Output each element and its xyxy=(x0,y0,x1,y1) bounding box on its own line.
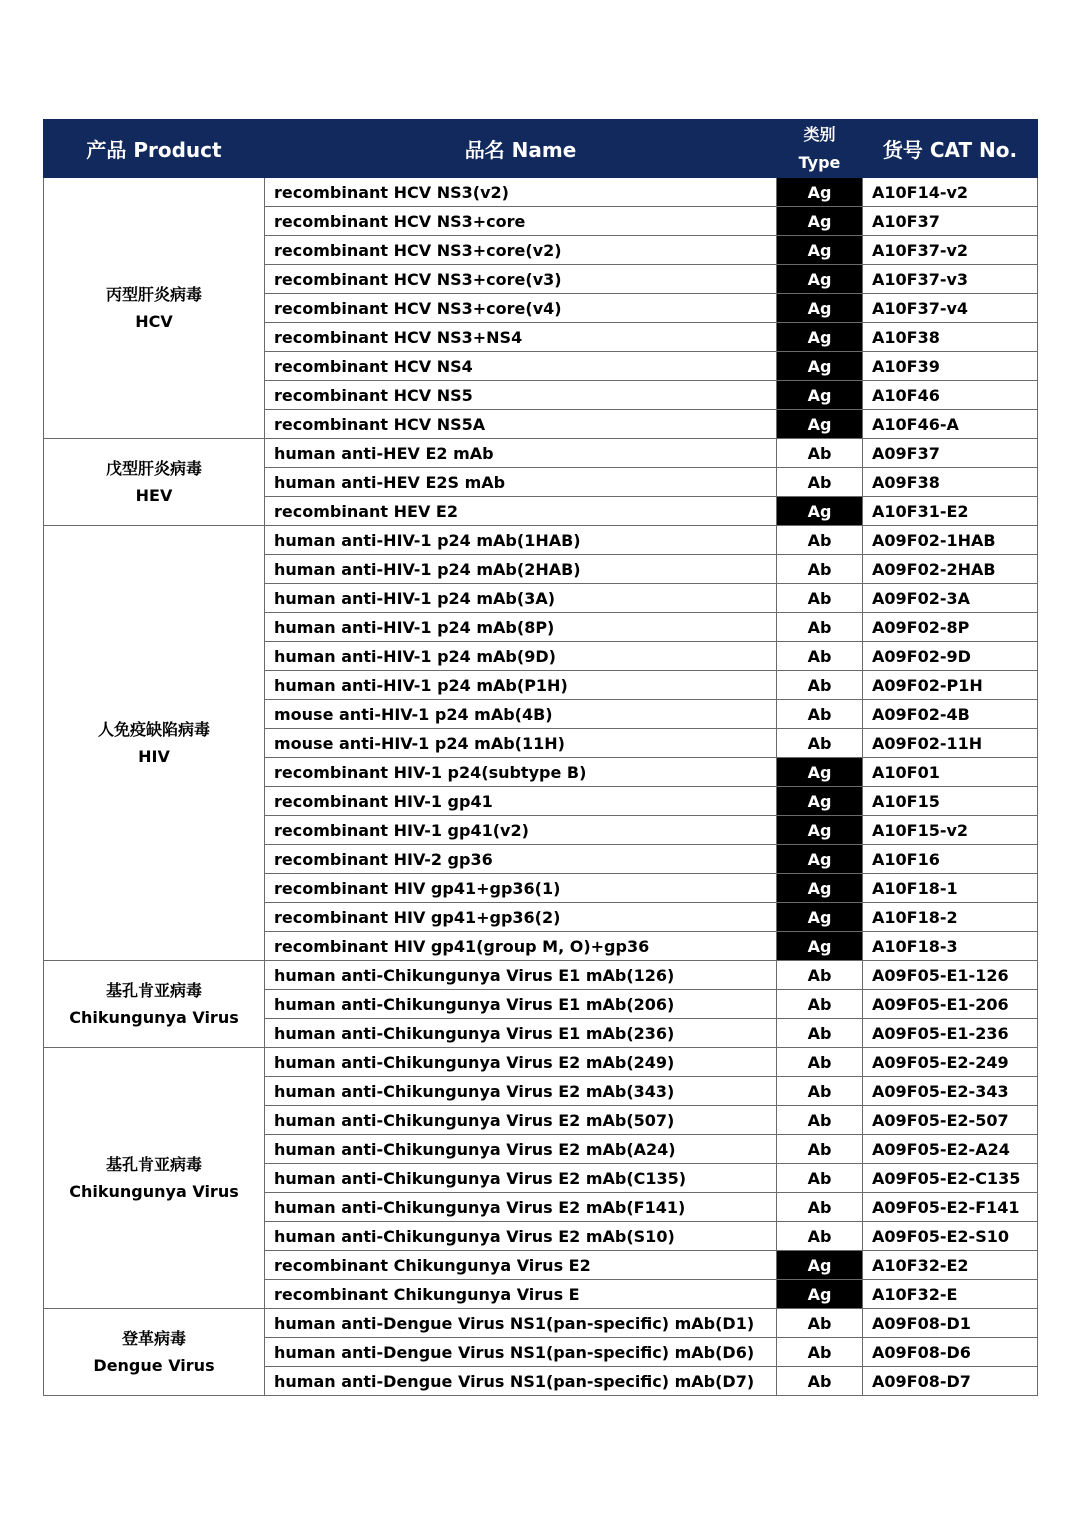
item-cat-cell: A09F05-E2-C135 xyxy=(863,1164,1038,1193)
product-name-en: Chikungunya Virus xyxy=(69,1008,239,1027)
item-cat-cell: A10F31-E2 xyxy=(863,497,1038,526)
item-cat-cell: A10F38 xyxy=(863,323,1038,352)
item-cat-cell: A09F08-D7 xyxy=(863,1367,1038,1396)
item-name-cell: recombinant HIV-1 gp41(v2) xyxy=(265,816,777,845)
product-name-cn: 基孔肯亚病毒 xyxy=(105,981,202,1000)
product-group-cell xyxy=(44,178,265,439)
item-type-cell: Ab xyxy=(777,642,863,671)
item-name-cell: recombinant Chikungunya Virus E2 xyxy=(265,1251,777,1280)
item-type-cell: Ab xyxy=(777,584,863,613)
item-name-cell: human anti-Chikungunya Virus E2 mAb(S10) xyxy=(265,1222,777,1251)
item-type-cell: Ag xyxy=(777,323,863,352)
item-name-cell: recombinant HCV NS5 xyxy=(265,381,777,410)
item-type-cell: Ag xyxy=(777,236,863,265)
item-name-cell: recombinant HIV-2 gp36 xyxy=(265,845,777,874)
item-cat-cell: A10F18-1 xyxy=(863,874,1038,903)
item-name-cell: human anti-HEV E2 mAb xyxy=(265,439,777,468)
product-group-cell xyxy=(44,526,265,961)
item-name-cell: human anti-HIV-1 p24 mAb(8P) xyxy=(265,613,777,642)
item-name-cell: recombinant HIV gp41(group M, O)+gp36 xyxy=(265,932,777,961)
item-type-cell: Ab xyxy=(777,1077,863,1106)
table-row xyxy=(44,439,1038,468)
header-cat: 货号 CAT No. xyxy=(863,120,1038,178)
item-cat-cell: A09F02-11H xyxy=(863,729,1038,758)
item-name-cell: human anti-Chikungunya Virus E2 mAb(C135) xyxy=(265,1164,777,1193)
item-name-cell: recombinant HIV-1 gp41 xyxy=(265,787,777,816)
item-name-cell: recombinant HCV NS3+NS4 xyxy=(265,323,777,352)
item-cat-cell: A09F02-4B xyxy=(863,700,1038,729)
item-type-cell: Ab xyxy=(777,961,863,990)
item-name-cell: human anti-Dengue Virus NS1(pan-specific) mAb(D1) xyxy=(265,1309,777,1338)
item-type-cell: Ab xyxy=(777,1164,863,1193)
item-type-cell: Ag xyxy=(777,265,863,294)
item-name-cell: human anti-HIV-1 p24 mAb(2HAB) xyxy=(265,555,777,584)
item-type-cell: Ag xyxy=(777,845,863,874)
item-cat-cell: A10F15-v2 xyxy=(863,816,1038,845)
item-type-cell: Ag xyxy=(777,758,863,787)
header-type xyxy=(777,120,863,178)
product-name-cn: 登革病毒 xyxy=(121,1329,186,1348)
item-cat-cell: A10F37-v3 xyxy=(863,265,1038,294)
item-name-cell: human anti-Chikungunya Virus E2 mAb(F141) xyxy=(265,1193,777,1222)
item-type-cell: Ag xyxy=(777,787,863,816)
item-name-cell: human anti-HIV-1 p24 mAb(P1H) xyxy=(265,671,777,700)
item-cat-cell: A09F02-9D xyxy=(863,642,1038,671)
item-cat-cell: A10F37 xyxy=(863,207,1038,236)
item-cat-cell: A10F16 xyxy=(863,845,1038,874)
item-name-cell: human anti-Dengue Virus NS1(pan-specific) mAb(D7) xyxy=(265,1367,777,1396)
item-type-cell: Ab xyxy=(777,526,863,555)
item-cat-cell: A09F05-E2-249 xyxy=(863,1048,1038,1077)
product-table xyxy=(43,119,1038,1396)
item-type-cell: Ab xyxy=(777,1222,863,1251)
item-name-cell: human anti-Chikungunya Virus E2 mAb(A24) xyxy=(265,1135,777,1164)
item-name-cell: recombinant HIV-1 p24(subtype B) xyxy=(265,758,777,787)
item-type-cell: Ab xyxy=(777,555,863,584)
item-cat-cell: A10F46 xyxy=(863,381,1038,410)
item-cat-cell: A09F05-E2-A24 xyxy=(863,1135,1038,1164)
item-name-cell: human anti-Chikungunya Virus E1 mAb(126) xyxy=(265,961,777,990)
item-name-cell: human anti-Chikungunya Virus E1 mAb(206) xyxy=(265,990,777,1019)
product-name-en: Chikungunya Virus xyxy=(69,1182,239,1201)
product-name-cn: 丙型肝炎病毒 xyxy=(105,285,202,304)
item-type-cell: Ag xyxy=(777,932,863,961)
item-type-cell: Ab xyxy=(777,613,863,642)
item-cat-cell: A09F02-2HAB xyxy=(863,555,1038,584)
product-name-en: HIV xyxy=(138,747,170,766)
item-type-cell: Ab xyxy=(777,439,863,468)
item-name-cell: human anti-Dengue Virus NS1(pan-specific) mAb(D6) xyxy=(265,1338,777,1367)
item-cat-cell: A09F05-E2-507 xyxy=(863,1106,1038,1135)
item-name-cell: recombinant Chikungunya Virus E xyxy=(265,1280,777,1309)
header-type-cn: 类别 xyxy=(803,124,836,144)
item-type-cell: Ag xyxy=(777,410,863,439)
item-type-cell: Ab xyxy=(777,671,863,700)
item-type-cell: Ag xyxy=(777,497,863,526)
header-type-en: Type xyxy=(798,152,841,172)
item-name-cell: mouse anti-HIV-1 p24 mAb(11H) xyxy=(265,729,777,758)
item-name-cell: recombinant HIV gp41+gp36(2) xyxy=(265,903,777,932)
item-type-cell: Ab xyxy=(777,1048,863,1077)
item-cat-cell: A09F37 xyxy=(863,439,1038,468)
item-cat-cell: A10F01 xyxy=(863,758,1038,787)
item-type-cell: Ag xyxy=(777,903,863,932)
item-type-cell: Ab xyxy=(777,1367,863,1396)
item-cat-cell: A09F05-E2-S10 xyxy=(863,1222,1038,1251)
item-type-cell: Ab xyxy=(777,729,863,758)
item-type-cell: Ab xyxy=(777,1135,863,1164)
item-type-cell: Ab xyxy=(777,1019,863,1048)
item-type-cell: Ag xyxy=(777,1280,863,1309)
item-type-cell: Ab xyxy=(777,468,863,497)
item-name-cell: recombinant HCV NS3(v2) xyxy=(265,178,777,207)
product-name-en: HEV xyxy=(135,486,173,505)
item-name-cell: human anti-Chikungunya Virus E1 mAb(236) xyxy=(265,1019,777,1048)
item-name-cell: human anti-Chikungunya Virus E2 mAb(249) xyxy=(265,1048,777,1077)
item-cat-cell: A10F18-3 xyxy=(863,932,1038,961)
item-name-cell: recombinant HEV E2 xyxy=(265,497,777,526)
item-name-cell: recombinant HIV gp41+gp36(1) xyxy=(265,874,777,903)
product-group-cell xyxy=(44,1048,265,1309)
item-type-cell: Ag xyxy=(777,178,863,207)
product-name-en: HCV xyxy=(135,312,173,331)
table-header-row xyxy=(44,120,1038,178)
product-name-en: Dengue Virus xyxy=(93,1356,215,1375)
item-cat-cell: A10F46-A xyxy=(863,410,1038,439)
item-cat-cell: A09F02-1HAB xyxy=(863,526,1038,555)
item-cat-cell: A10F39 xyxy=(863,352,1038,381)
item-cat-cell: A10F37-v2 xyxy=(863,236,1038,265)
item-cat-cell: A09F02-P1H xyxy=(863,671,1038,700)
product-name-cn: 人免疫缺陷病毒 xyxy=(97,720,210,739)
item-type-cell: Ab xyxy=(777,990,863,1019)
item-cat-cell: A10F32-E xyxy=(863,1280,1038,1309)
item-type-cell: Ab xyxy=(777,1193,863,1222)
item-cat-cell: A10F18-2 xyxy=(863,903,1038,932)
item-name-cell: human anti-HIV-1 p24 mAb(1HAB) xyxy=(265,526,777,555)
item-cat-cell: A09F08-D6 xyxy=(863,1338,1038,1367)
item-type-cell: Ag xyxy=(777,874,863,903)
item-cat-cell: A09F38 xyxy=(863,468,1038,497)
product-group-cell xyxy=(44,961,265,1048)
item-name-cell: recombinant HCV NS3+core(v2) xyxy=(265,236,777,265)
item-cat-cell: A10F14-v2 xyxy=(863,178,1038,207)
item-cat-cell: A09F02-8P xyxy=(863,613,1038,642)
table-row xyxy=(44,961,1038,990)
item-name-cell: recombinant HCV NS3+core(v3) xyxy=(265,265,777,294)
item-type-cell: Ag xyxy=(777,294,863,323)
table-row xyxy=(44,1309,1038,1338)
item-cat-cell: A09F05-E1-236 xyxy=(863,1019,1038,1048)
product-group-cell xyxy=(44,439,265,526)
table-body xyxy=(44,178,1038,1396)
item-type-cell: Ag xyxy=(777,381,863,410)
item-cat-cell: A09F02-3A xyxy=(863,584,1038,613)
item-type-cell: Ag xyxy=(777,207,863,236)
item-name-cell: human anti-Chikungunya Virus E2 mAb(343) xyxy=(265,1077,777,1106)
item-type-cell: Ab xyxy=(777,1309,863,1338)
item-cat-cell: A10F32-E2 xyxy=(863,1251,1038,1280)
item-name-cell: recombinant HCV NS3+core(v4) xyxy=(265,294,777,323)
table-row xyxy=(44,178,1038,207)
product-name-cn: 基孔肯亚病毒 xyxy=(105,1155,202,1174)
item-cat-cell: A09F05-E1-206 xyxy=(863,990,1038,1019)
item-cat-cell: A09F05-E1-126 xyxy=(863,961,1038,990)
item-type-cell: Ab xyxy=(777,1106,863,1135)
item-name-cell: mouse anti-HIV-1 p24 mAb(4B) xyxy=(265,700,777,729)
product-name-cn: 戊型肝炎病毒 xyxy=(105,459,202,478)
item-name-cell: human anti-Chikungunya Virus E2 mAb(507) xyxy=(265,1106,777,1135)
item-name-cell: recombinant HCV NS5A xyxy=(265,410,777,439)
item-name-cell: human anti-HIV-1 p24 mAb(9D) xyxy=(265,642,777,671)
item-cat-cell: A09F05-E2-F141 xyxy=(863,1193,1038,1222)
table-row xyxy=(44,526,1038,555)
item-name-cell: recombinant HCV NS4 xyxy=(265,352,777,381)
item-type-cell: Ag xyxy=(777,816,863,845)
item-name-cell: human anti-HEV E2S mAb xyxy=(265,468,777,497)
item-cat-cell: A09F08-D1 xyxy=(863,1309,1038,1338)
item-cat-cell: A10F15 xyxy=(863,787,1038,816)
item-type-cell: Ag xyxy=(777,352,863,381)
item-type-cell: Ab xyxy=(777,1338,863,1367)
item-type-cell: Ab xyxy=(777,700,863,729)
item-cat-cell: A09F05-E2-343 xyxy=(863,1077,1038,1106)
product-group-cell xyxy=(44,1309,265,1396)
table-row xyxy=(44,1048,1038,1077)
item-name-cell: human anti-HIV-1 p24 mAb(3A) xyxy=(265,584,777,613)
item-name-cell: recombinant HCV NS3+core xyxy=(265,207,777,236)
item-type-cell: Ag xyxy=(777,1251,863,1280)
item-cat-cell: A10F37-v4 xyxy=(863,294,1038,323)
header-name: 品名 Name xyxy=(265,120,777,178)
header-product: 产品 Product xyxy=(44,120,265,178)
